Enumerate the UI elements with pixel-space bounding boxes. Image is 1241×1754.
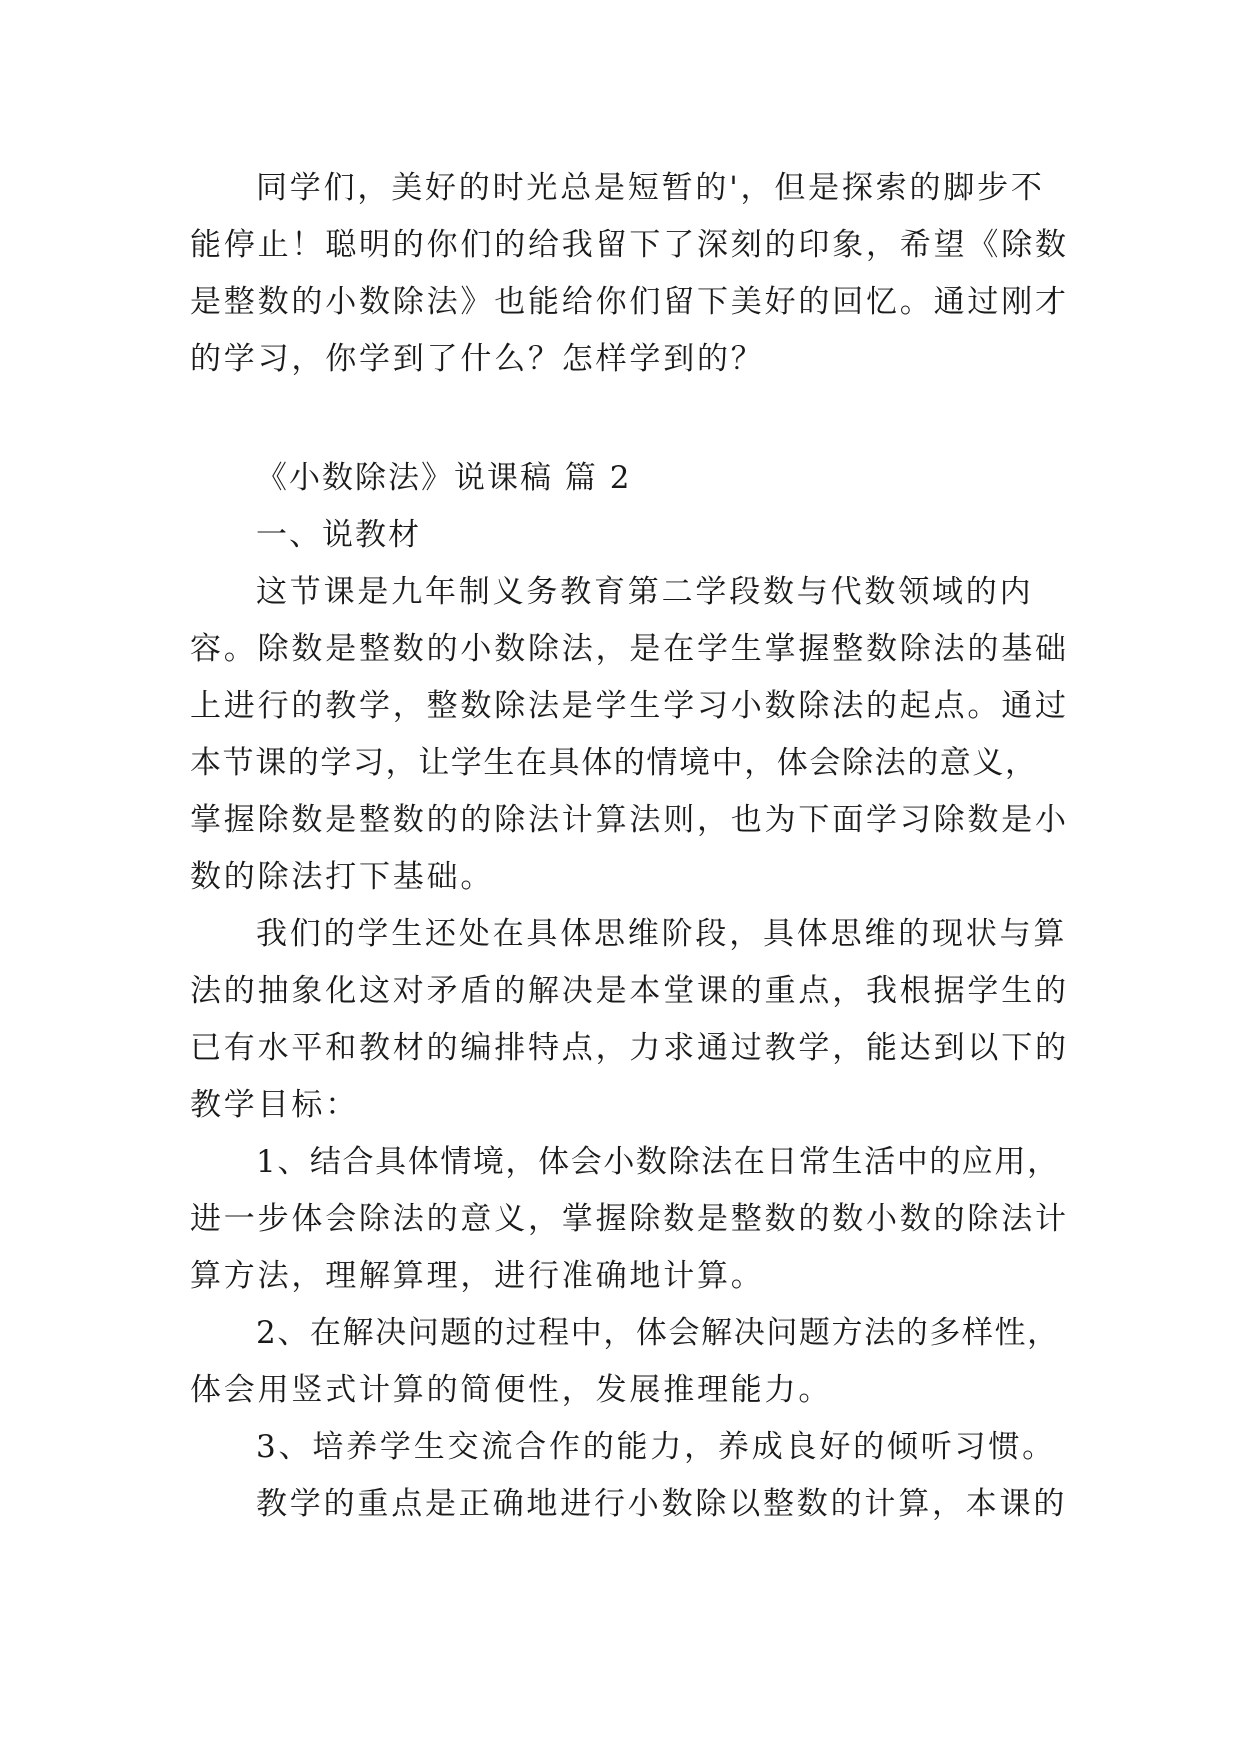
paragraph-textbook [190,564,1069,906]
text-line: 算方法，理解算理，进行准确地计算。 [190,1258,765,1294]
text-line: 教学的重点是正确地进行小数除以整数的计算，本课的 [256,1486,1068,1522]
text-line: 这节课是九年制义务教育第二学段数与代数领域的内 [256,574,1034,610]
intro-paragraph [190,160,1069,388]
text-line: 同学们，美好的时光总是短暂的'，但是探索的脚步不 [256,170,1045,206]
text-line: 1、结合具体情境，体会小数除法在日常生活中的应用， [256,1144,1060,1180]
text-line: 进一步体会除法的意义，掌握除数是整数的数小数的除法计 [190,1201,1069,1237]
goal-2 [190,1305,1060,1419]
text-line: 数的除法打下基础。 [190,859,495,895]
text-line: 能停止！聪明的你们的给我留下了深刻的印象，希望《除数 [190,227,1069,263]
text-line: 掌握除数是整数的的除法计算法则，也为下面学习除数是小 [190,802,1069,838]
text-line: 本节课的学习，让学生在具体的情境中，体会除法的意义， [190,745,1038,781]
text-line: 2、在解决问题的过程中，体会解决问题方法的多样性， [256,1315,1060,1351]
section-title: 《小数除法》说课稿 篇 2 [256,460,632,496]
text-line: 教学目标： [190,1087,359,1123]
text-line: 体会用竖式计算的简便性，发展推理能力。 [190,1372,833,1408]
text-line: 的学习，你学到了什么？怎样学到的？ [190,341,765,377]
paragraph-key-point [190,1476,1068,1533]
text-line: 法的抽象化这对矛盾的解决是本堂课的重点，我根据学生的 [190,973,1069,1009]
document-page [190,160,1069,1533]
text-line: 已有水平和教材的编排特点，力求通过教学，能达到以下的 [190,1030,1069,1066]
paragraph-students [190,906,1069,1134]
subsection-title: 一、说教材 [256,517,421,553]
text-line: 容。除数是整数的小数除法，是在学生掌握整数除法的基础 [190,631,1069,667]
goal-1 [190,1134,1069,1305]
text-line: 我们的学生还处在具体思维阶段，具体思维的现状与算 [256,916,1068,952]
text-line: 是整数的小数除法》也能给你们留下美好的回忆。通过刚才 [190,284,1069,320]
section-spacer [190,388,1050,450]
goal-3 [190,1419,1056,1476]
text-line: 上进行的教学，整数除法是学生学习小数除法的起点。通过 [190,688,1069,724]
text-line: 3、培养学生交流合作的能力，养成良好的倾听习惯。 [256,1429,1056,1465]
